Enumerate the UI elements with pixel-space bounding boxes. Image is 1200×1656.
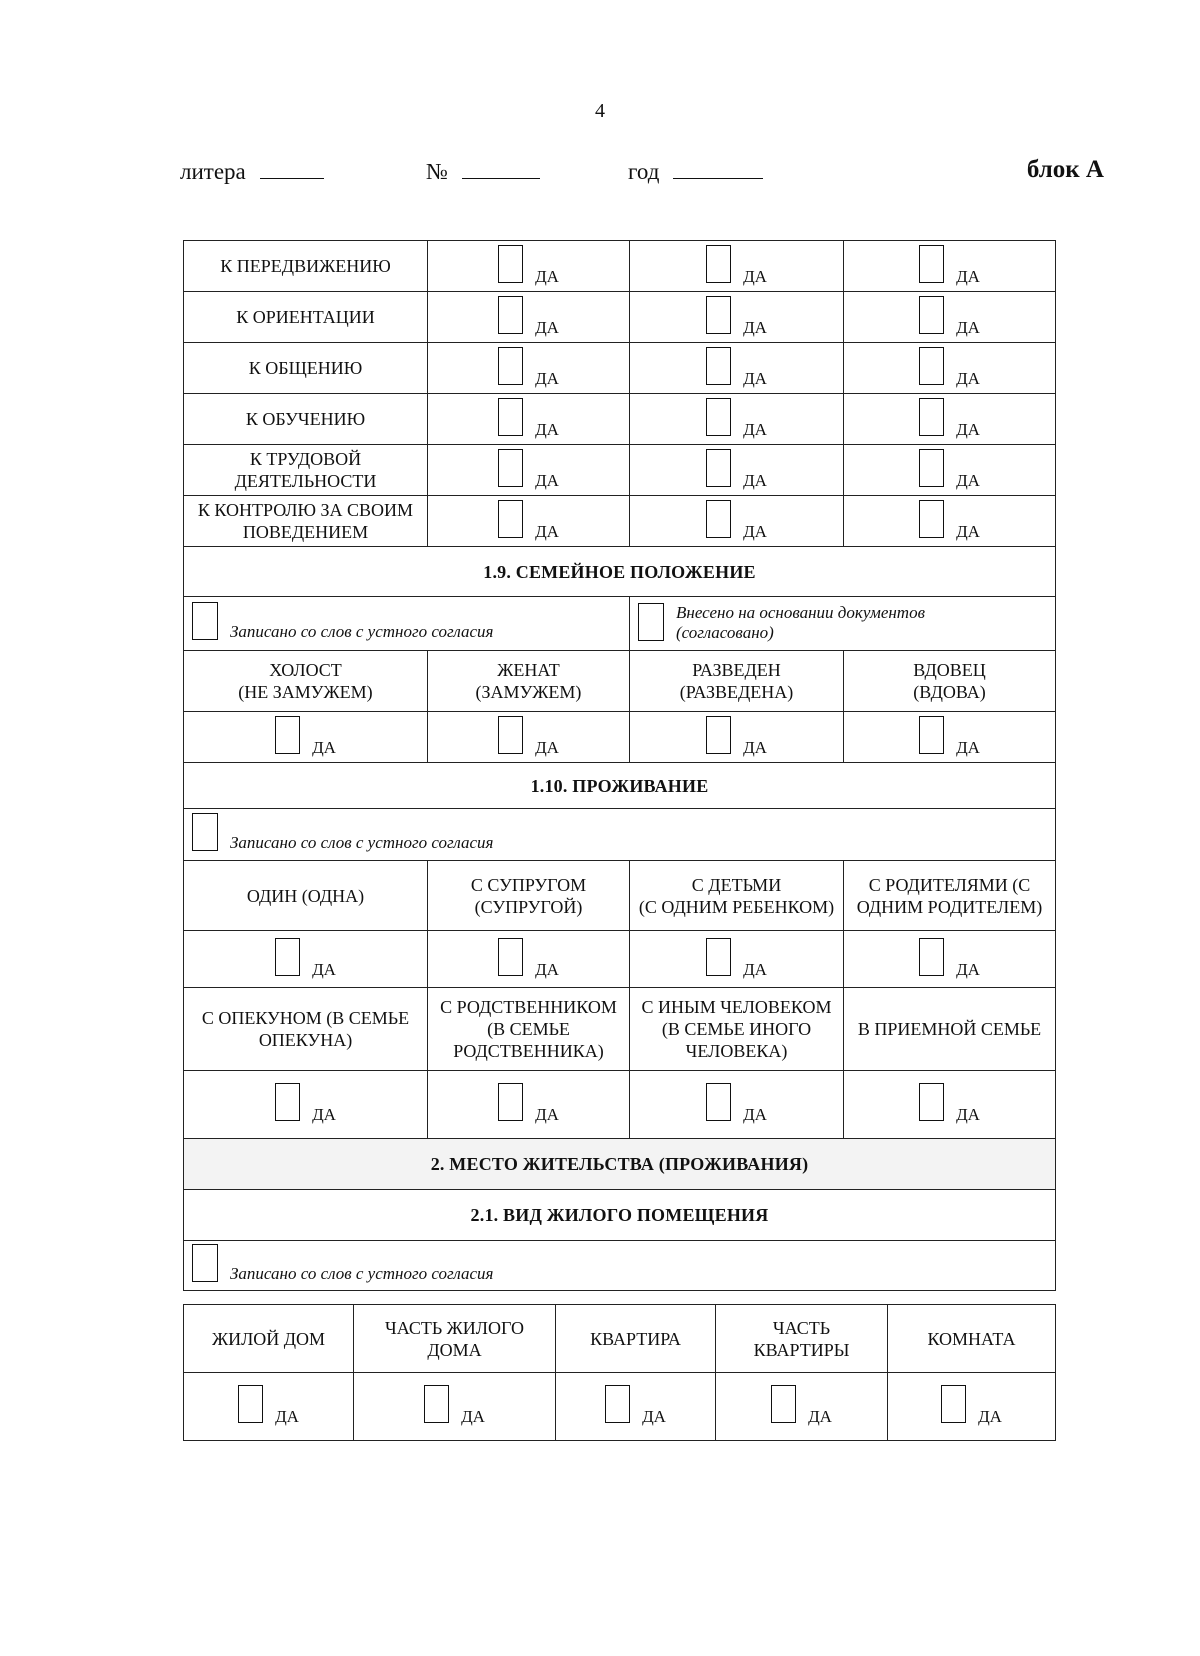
yes-label: ДА (535, 737, 559, 757)
yes-label: ДА (312, 737, 336, 757)
checkbox-square-icon (192, 602, 218, 640)
yes-checkbox[interactable] (498, 245, 559, 286)
yes-label: ДА (743, 959, 767, 979)
checkbox-square-icon (605, 1385, 630, 1423)
yes-checkbox[interactable] (919, 938, 980, 979)
checkbox-square-icon (424, 1385, 449, 1423)
yes-checkbox[interactable] (706, 398, 767, 439)
oral-consent-checkbox[interactable] (192, 602, 493, 640)
housing-option-label: КВАРТИРА (556, 1305, 716, 1373)
yes-checkbox[interactable] (238, 1385, 299, 1426)
yes-checkbox[interactable] (498, 449, 559, 490)
yes-checkbox[interactable] (706, 347, 767, 388)
living-option-label: В ПРИЕМНОЙ СЕМЬЕ (844, 988, 1056, 1071)
yes-label: ДА (743, 737, 767, 757)
checkbox-square-icon (919, 398, 944, 436)
yes-label: ДА (956, 737, 980, 757)
yes-label: ДА (956, 419, 980, 439)
family-section-title: 1.9. СЕМЕЙНОЕ ПОЛОЖЕНИЕ (184, 547, 1056, 597)
yes-label: ДА (312, 1105, 336, 1124)
housing-type-subtitle: 2.1. ВИД ЖИЛОГО ПОМЕЩЕНИЯ (184, 1190, 1056, 1241)
litera-label: литера (180, 159, 246, 184)
living-option-label: С СУПРУГОМ (СУПРУГОЙ) (428, 861, 630, 931)
yes-label: ДА (956, 317, 980, 337)
checkbox-square-icon (192, 1244, 218, 1282)
checkbox-square-icon (498, 500, 523, 538)
oral-consent-checkbox[interactable] (192, 813, 493, 851)
yes-checkbox[interactable] (919, 398, 980, 439)
yes-checkbox[interactable] (706, 500, 767, 541)
limitation-row (184, 241, 1056, 292)
family-option-label: ВДОВЕЦ (ВДОВА) (844, 651, 1056, 712)
year-input[interactable] (673, 158, 763, 179)
checkbox-square-icon (638, 603, 664, 641)
yes-checkbox[interactable] (275, 1083, 336, 1124)
yes-label: ДА (535, 419, 559, 439)
checkbox-square-icon (275, 716, 300, 754)
yes-label: ДА (808, 1407, 832, 1426)
yes-label: ДА (535, 368, 559, 388)
limitation-label: К ТРУДОВОЙ ДЕЯТЕЛЬНОСТИ (184, 445, 428, 496)
family-option-label: ЖЕНАТ (ЗАМУЖЕМ) (428, 651, 630, 712)
yes-label: ДА (978, 1407, 1002, 1426)
yes-checkbox[interactable] (498, 716, 559, 757)
checkbox-square-icon (706, 245, 731, 283)
limitation-label: К ОБЩЕНИЮ (184, 343, 428, 394)
yes-label: ДА (743, 1105, 767, 1124)
yes-checkbox[interactable] (919, 500, 980, 541)
yes-checkbox[interactable] (706, 716, 767, 757)
yes-label: ДА (535, 266, 559, 286)
yes-label: ДА (743, 317, 767, 337)
yes-checkbox[interactable] (275, 938, 336, 979)
yes-checkbox[interactable] (275, 716, 336, 757)
yes-checkbox[interactable] (706, 296, 767, 337)
yes-checkbox[interactable] (919, 716, 980, 757)
checkbox-square-icon (919, 716, 944, 754)
yes-checkbox[interactable] (706, 245, 767, 286)
checkbox-square-icon (919, 500, 944, 538)
documents-label-line2: (согласовано) (676, 623, 774, 642)
yes-label: ДА (535, 521, 559, 541)
number-field-group (426, 158, 540, 185)
number-label: № (426, 159, 448, 184)
housing-option-label: КОМНАТА (888, 1305, 1056, 1373)
living-option-label: С ДЕТЬМИ (С ОДНИМ РЕБЕНКОМ) (630, 861, 844, 931)
limitation-label: К КОНТРОЛЮ ЗА СВОИМ ПОВЕДЕНИЕМ (184, 496, 428, 547)
residence-section-title: 2. МЕСТО ЖИТЕЛЬСТВА (ПРОЖИВАНИЯ) (184, 1139, 1056, 1190)
checkbox-square-icon (941, 1385, 966, 1423)
checkbox-square-icon (706, 449, 731, 487)
yes-checkbox[interactable] (919, 245, 980, 286)
living-section-title: 1.10. ПРОЖИВАНИЕ (184, 763, 1056, 809)
checkbox-square-icon (498, 1083, 523, 1121)
yes-checkbox[interactable] (919, 449, 980, 490)
yes-label: ДА (956, 959, 980, 979)
housing-option-label: ЧАСТЬ КВАРТИРЫ (716, 1305, 888, 1373)
checkbox-square-icon (238, 1385, 263, 1423)
checkbox-square-icon (706, 347, 731, 385)
checkbox-square-icon (706, 1083, 731, 1121)
yes-label: ДА (956, 368, 980, 388)
checkbox-square-icon (498, 449, 523, 487)
checkbox-square-icon (919, 938, 944, 976)
yes-label: ДА (535, 470, 559, 490)
yes-label: ДА (956, 470, 980, 490)
housing-type-table (183, 1304, 1056, 1441)
oral-consent-label: Записано со слов с устного согласия (230, 833, 494, 852)
checkbox-square-icon (771, 1385, 796, 1423)
yes-label: ДА (956, 1105, 980, 1124)
limitation-row (184, 394, 1056, 445)
yes-checkbox[interactable] (706, 1083, 767, 1124)
limitation-row (184, 343, 1056, 394)
yes-label: ДА (743, 368, 767, 388)
checkbox-square-icon (498, 398, 523, 436)
living-option-label: С РОДСТВЕННИКОМ (В СЕМЬЕ РОДСТВЕННИКА) (428, 988, 630, 1071)
yes-label: ДА (535, 1105, 559, 1124)
litera-field-group (180, 158, 324, 185)
checkbox-square-icon (706, 716, 731, 754)
limitation-label: К ОРИЕНТАЦИИ (184, 292, 428, 343)
living-option-label: С ИНЫМ ЧЕЛОВЕКОМ (В СЕМЬЕ ИНОГО ЧЕЛОВЕКА) (630, 988, 844, 1071)
number-input[interactable] (462, 158, 540, 179)
limitation-row (184, 496, 1056, 547)
limitation-label: К ПЕРЕДВИЖЕНИЮ (184, 241, 428, 292)
limitation-row (184, 445, 1056, 496)
checkbox-square-icon (919, 245, 944, 283)
yes-checkbox[interactable] (771, 1385, 832, 1426)
checkbox-square-icon (498, 716, 523, 754)
yes-label: ДА (312, 959, 336, 979)
yes-label: ДА (461, 1407, 485, 1426)
yes-label: ДА (535, 317, 559, 337)
living-option-label: С ОПЕКУНОМ (В СЕМЬЕ ОПЕКУНА) (184, 988, 428, 1071)
yes-label: ДА (642, 1407, 666, 1426)
checkbox-square-icon (706, 296, 731, 334)
yes-checkbox[interactable] (498, 347, 559, 388)
yes-checkbox[interactable] (919, 347, 980, 388)
living-option-label: ОДИН (ОДНА) (184, 861, 428, 931)
documents-label-line1: Внесено на основании документов (676, 603, 925, 622)
year-label: год (628, 159, 660, 184)
oral-consent-checkbox[interactable] (192, 1244, 493, 1282)
checkbox-square-icon (498, 296, 523, 334)
family-living-table (183, 546, 1056, 1291)
yes-checkbox[interactable] (498, 296, 559, 337)
yes-label: ДА (956, 266, 980, 286)
checkbox-square-icon (275, 1083, 300, 1121)
yes-label: ДА (743, 266, 767, 286)
checkbox-square-icon (706, 938, 731, 976)
family-option-label: РАЗВЕДЕН (РАЗВЕДЕНА) (630, 651, 844, 712)
litera-input[interactable] (260, 158, 324, 179)
checkbox-square-icon (706, 500, 731, 538)
yes-checkbox[interactable] (498, 938, 559, 979)
limitation-row (184, 292, 1056, 343)
checkbox-square-icon (498, 938, 523, 976)
oral-consent-label: Записано со слов с устного согласия (230, 1264, 494, 1283)
living-option-label: С РОДИТЕЛЯМИ (С ОДНИМ РОДИТЕЛЕМ) (844, 861, 1056, 931)
yes-checkbox[interactable] (706, 449, 767, 490)
yes-checkbox[interactable] (424, 1385, 485, 1426)
yes-checkbox[interactable] (498, 500, 559, 541)
limitation-label: К ОБУЧЕНИЮ (184, 394, 428, 445)
documents-checkbox[interactable] (638, 601, 925, 641)
yes-checkbox[interactable] (919, 1083, 980, 1124)
yes-label: ДА (743, 419, 767, 439)
checkbox-square-icon (919, 296, 944, 334)
housing-option-label: ЧАСТЬ ЖИЛОГО ДОМА (354, 1305, 556, 1373)
page-number: 4 (595, 100, 605, 122)
checkbox-square-icon (275, 938, 300, 976)
yes-label: ДА (956, 521, 980, 541)
checkbox-square-icon (919, 1083, 944, 1121)
yes-label: ДА (743, 470, 767, 490)
yes-label: ДА (743, 521, 767, 541)
yes-checkbox[interactable] (706, 938, 767, 979)
yes-label: ДА (535, 959, 559, 979)
checkbox-square-icon (706, 398, 731, 436)
yes-checkbox[interactable] (605, 1385, 666, 1426)
yes-checkbox[interactable] (919, 296, 980, 337)
housing-option-label: ЖИЛОЙ ДОМ (184, 1305, 354, 1373)
checkbox-square-icon (498, 245, 523, 283)
year-field-group (628, 158, 763, 185)
checkbox-square-icon (919, 449, 944, 487)
family-option-label: ХОЛОСТ (НЕ ЗАМУЖЕМ) (184, 651, 428, 712)
checkbox-square-icon (192, 813, 218, 851)
limitations-table (183, 240, 1056, 547)
block-label: блок А (1026, 156, 1104, 183)
checkbox-square-icon (498, 347, 523, 385)
yes-label: ДА (275, 1407, 299, 1426)
checkbox-square-icon (919, 347, 944, 385)
yes-checkbox[interactable] (498, 398, 559, 439)
yes-checkbox[interactable] (941, 1385, 1002, 1426)
yes-checkbox[interactable] (498, 1083, 559, 1124)
oral-consent-label: Записано со слов с устного согласия (230, 622, 494, 641)
